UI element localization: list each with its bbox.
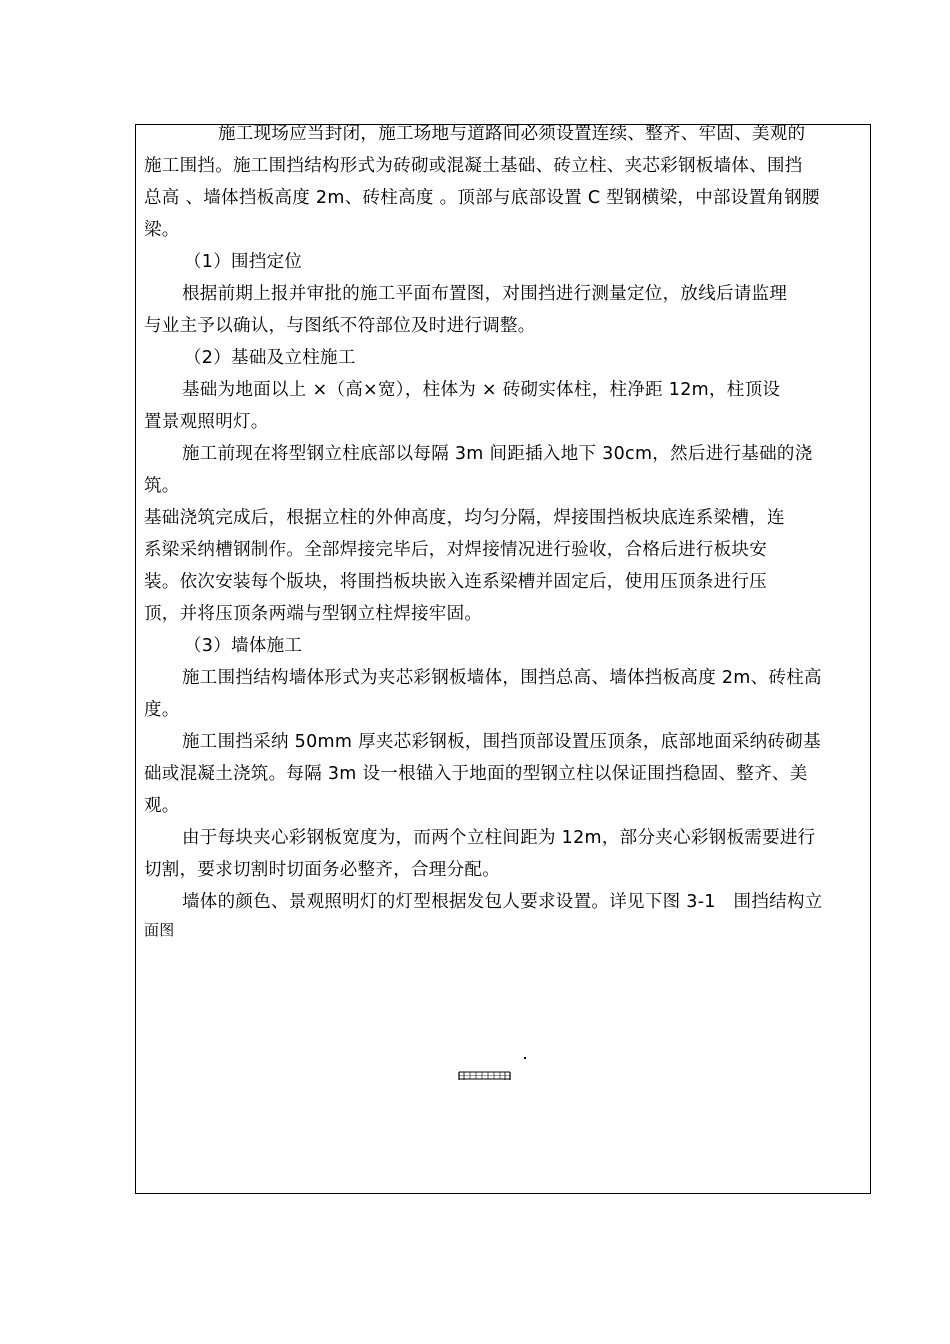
section-heading-1: （1）围挡定位	[184, 252, 303, 272]
text-line: 墙体的颜色、景观照明灯的灯型根据发包人要求设置。详见下图 3-1 围挡结构立	[182, 892, 823, 912]
text-line: 由于每块夹心彩钢板宽度为，而两个立柱间距为 12m，部分夹心彩钢板需要进行	[182, 828, 816, 848]
text-line: 施工围挡采纳 50mm 厚夹芯彩钢板，围挡顶部设置压顶条，底部地面采纳砖砌基	[182, 732, 821, 752]
fence-elevation-figure	[458, 1071, 511, 1081]
section-heading-2: （2）基础及立柱施工	[184, 348, 356, 368]
text-line: 度。	[144, 700, 180, 720]
text-line: 施工围挡结构墙体形式为夹芯彩钢板墙体，围挡总高、墙体挡板高度 2m、砖柱高	[182, 668, 822, 688]
text-line: 根据前期上报并审批的施工平面布置图，对围挡进行测量定位，放线后请监理	[182, 284, 788, 304]
text-line: 施工现场应当封闭，施工场地与道路间必须设置连续、整齐、牢固、美观的	[218, 124, 806, 144]
text-line: 梁。	[144, 220, 180, 240]
text-line: 基础浇筑完成后，根据立柱的外伸高度，均匀分隔，焊接围挡板块底连系梁槽，连	[144, 508, 785, 528]
text-line: 筑。	[144, 476, 180, 496]
text-line: 切割，要求切割时切面务必整齐，合理分配。	[144, 860, 500, 880]
text-line: 顶，并将压顶条两端与型钢立柱焊接牢固。	[144, 604, 483, 624]
text-line: 系梁采纳槽钢制作。全部焊接完毕后，对焊接情况进行验收，合格后进行板块安	[144, 540, 767, 560]
text-line: 装。依次安装每个版块，将围挡板块嵌入连系梁槽并固定后，使用压顶条进行压	[144, 572, 767, 592]
text-line: 面图	[144, 921, 175, 939]
figure-mark	[524, 1057, 526, 1059]
text-line: 施工围挡。施工围挡结构形式为砖砌或混凝土基础、砖立柱、夹芯彩钢板墙体、围挡	[144, 156, 803, 176]
text-line: 施工前现在将型钢立柱底部以每隔 3m 间距插入地下 30cm，然后进行基础的浇	[182, 444, 813, 464]
text-line: 基础为地面以上 ×（高×宽），柱体为 × 砖砌实体柱，柱净距 12m，柱顶设	[182, 380, 781, 400]
text-line: 置景观照明灯。	[144, 412, 269, 432]
section-heading-3: （3）墙体施工	[184, 636, 303, 656]
text-line: 观。	[144, 796, 180, 816]
text-line: 与业主予以确认，与图纸不符部位及时进行调整。	[144, 316, 536, 336]
text-line: 础或混凝土浇筑。每隔 3m 设一根锚入于地面的型钢立柱以保证围挡稳固、整齐、美	[144, 764, 808, 784]
text-line: 总高 、墙体挡板高度 2m、砖柱高度 。顶部与底部设置 C 型钢横梁，中部设置角钢腰	[144, 188, 820, 208]
